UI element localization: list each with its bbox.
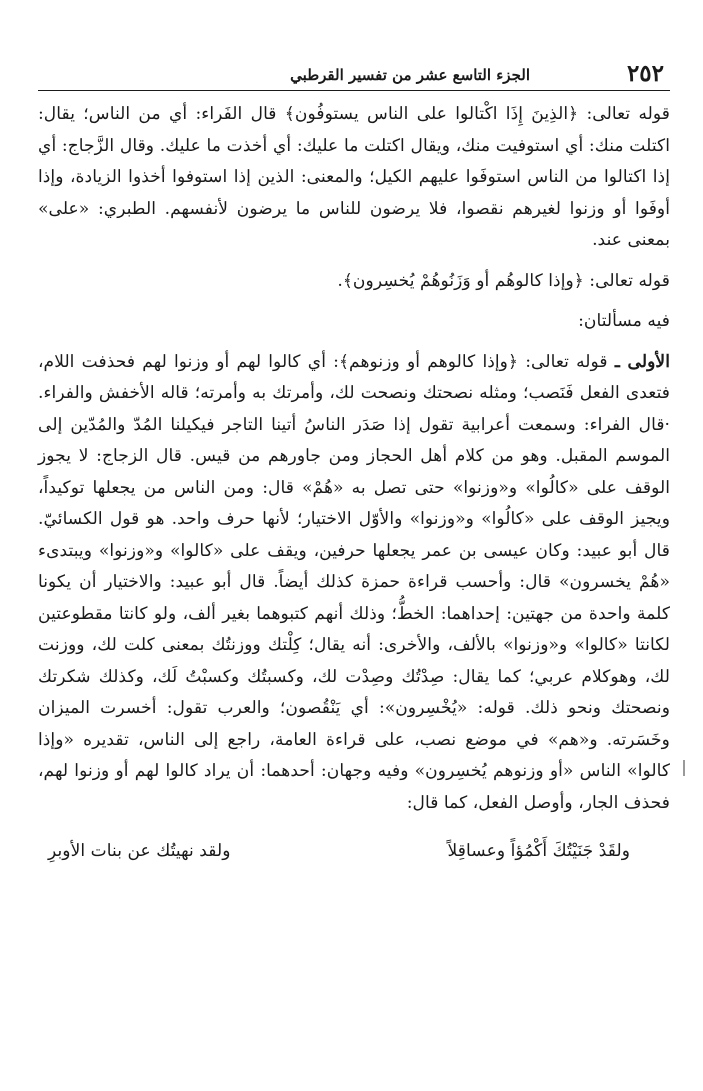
- margin-mark: [683, 760, 685, 776]
- paragraph-3-text: فيه مسألتان:: [578, 311, 670, 331]
- paragraph-2-text: قوله تعالى: ﴿وإذا كالوهُم أو وَزَنُوهُمْ يُخسِرون﴾.: [337, 270, 670, 291]
- page-number: ٢٥٢: [626, 60, 664, 87]
- poetry-verse: [38, 833, 670, 879]
- paragraph-1: [38, 99, 670, 257]
- page-body: [38, 91, 670, 879]
- paragraph-2: [38, 266, 670, 298]
- verse-second-hemistich: ولقد نهيتُك عن بنات الأوبرِ: [48, 841, 231, 861]
- book-page: [38, 52, 670, 879]
- issue-heading: الأولى ـ: [614, 351, 670, 372]
- verse-first-hemistich: ولقَدْ جَنَيْتُكَ أَكْمُؤاً وعساقِلاً: [447, 841, 630, 861]
- paragraph-1-text: قوله تعالى: ﴿الذِينَ إِذَا اكْتالوا على الناس يستوفُون﴾ قال الفَراء: أي من الناس؛ يقال: اكتلت منك: أي استوفيت منك، ويقال اكتلت ما عليك: أي أخذت ما عليك. وقال الزَّجاج: أي إذا اكتالوا من الناس استوفَوا عليهم الكيل؛ والمعنى: الذين إذا استوفوا أخذوا الزيادة، وإذا أوفَوا أو وزنوا لغيرهم نقصوا، فلا يرضون للناس ما يرضون لأنفسهم. الطبري: «على» بمعنى عند.: [38, 104, 670, 250]
- paragraph-4-text: قوله تعالى: ﴿وإذا كالوهم أو وزنوهم﴾: أي كالوا لهم أو وزنوا لهم فحذفت اللام، فتعدى الفعل فَنَصب؛ ومثله نصحتك ونصحت لك، وأمرتك به وأمرته؛ قاله الأخفش والفراء. ·قال الفراء: وسمعت أعرابية تقول إذا صَدَر الناسُ أتينا التاجر فيكيلنا المُدّ والمُدّين إلى الموسم المقبل. وهو من كلام أهل الحجاز ومن جاورهم من قيس. قال الزجاج: لا يجوز الوقف على «كالُوا» و«وزنوا» حتى تصل به «هُمْ» قال: ومن الناس من يجعلها توكيداً، ويجيز الوقف على «كالُوا» و«وزنوا» والأوّل الاختيار؛ لأنها حرف واحد. هو قول الكسائيّ. قال أبو عبيد: وكان عيسى بن عمر يجعلها حرفين، ويقف على «كالوا» و«وزنوا» ويبتدىء «هُمْ يخسرون» قال: وأحسب قراءة حمزة كذلك أيضاً. قال أبو عبيد: والاختيار أن يكونا كلمة واحدة من جهتين: إحداهما: الخطُّ؛ وذلك أنهم كتبوهما بغير ألف، ولو كانتا مقطوعتين لكانتا «كالوا» و«وزنوا» بالألف، والأخرى: أنه يقال؛ كِلْتك ووزنتُك بمعنى كلت لك، ووزنت لك، وهوكلام عربي؛ كما يقال: صِدْتُك وصِدْت لك، وكسبتُك وكسبْتُ لَك، وكذلك شكرتك ونصحتك ونحو ذلك. قوله: «يُخْسِرون»: أي يَنْقُصون؛ والعرب تقول: أخسرت الميزان وخَسَرته. و«هم» في موضع نصب، على قراءة العامة، راجع إلى الناس، تقديره «وإذا كالوا» الناس «أو وزنوهم يُخسِرون» وفيه وجهان: أحدهما: أن يراد كالوا لهم أو وزنوا لهم، فحذف الجار، وأوصل الفعل، كما قال:: [38, 351, 670, 813]
- paragraph-3: [38, 306, 670, 338]
- running-title: الجزء التاسع عشر من تفسير القرطبي: [290, 66, 530, 84]
- page-header: [38, 52, 670, 91]
- paragraph-4: [38, 347, 670, 820]
